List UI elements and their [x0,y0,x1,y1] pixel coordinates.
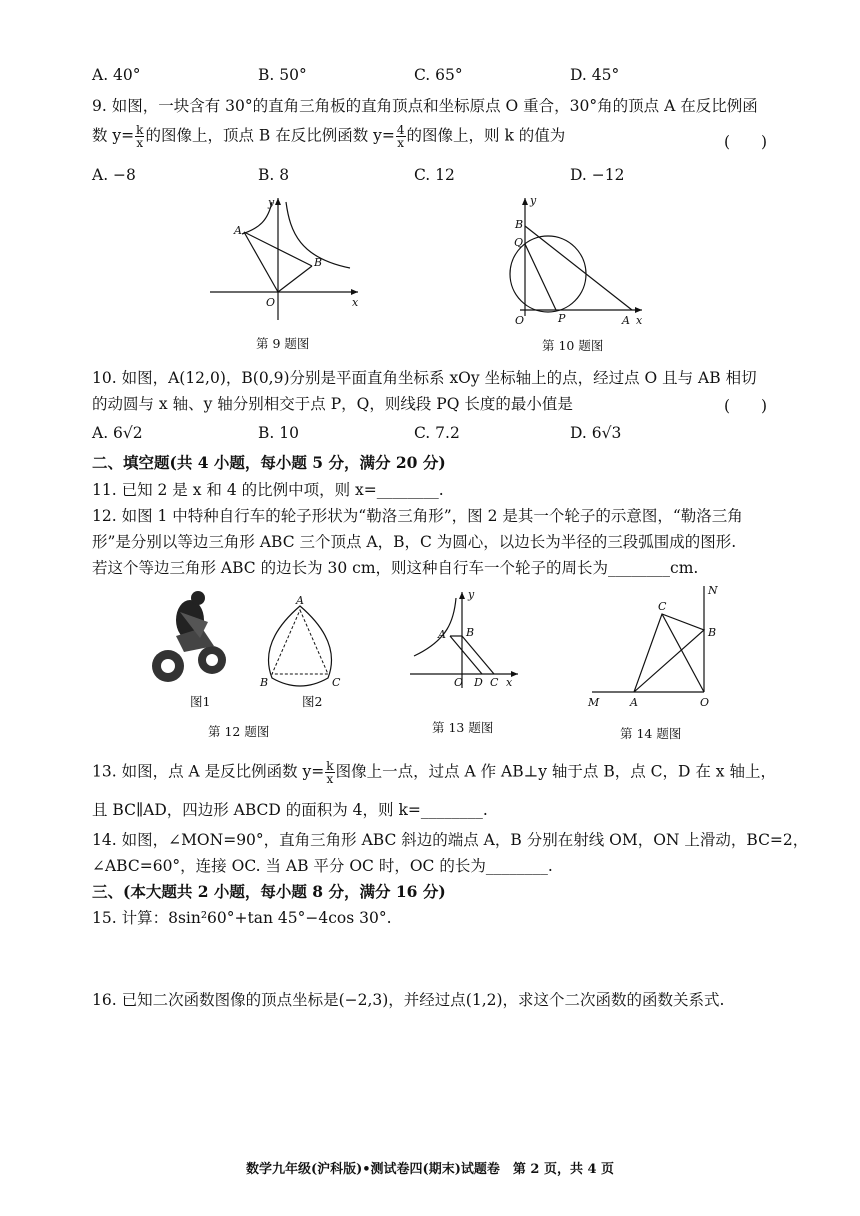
fig9-label-b: B [314,256,323,269]
q9-fraction-k [135,124,144,149]
q13-line1 [92,760,776,785]
fig10-label-b: B [515,218,524,231]
q13-frac-num: k [326,759,334,773]
fig12-sub2: 图2 [302,694,323,709]
q8-option-c: C. 65° [414,66,463,84]
fig12-sub1: 图1 [190,694,211,709]
q10-line2: 的动圆与 x 轴、y 轴分别相交于点 P，Q，则线段 PQ 长度的最小值是 [92,395,573,413]
page-footer: 数学九年级(沪科版)•测试卷四(期末)试题卷 第 2 页，共 4 页 [245,1162,615,1177]
q16-text: 16. 已知二次函数图像的顶点坐标是(−2,3)，并经过点(1,2)，求这个二次函数的函数关系式. [92,991,725,1009]
q14-line2: ∠ABC=60°，连接 OC. 当 AB 平分 OC 时，OC 的长为________. [92,857,553,875]
fig12-label-a: A [296,594,304,607]
fig10-label-a: A [622,314,630,327]
fig13-label-o: O [454,676,464,689]
fig13-label-b: B [466,626,475,639]
section-2-title: 二、填空题(共 4 小题，每小题 5 分，满分 20 分) [92,453,446,472]
fig13-label-a: A [438,628,446,641]
fig13-label-c: C [490,676,499,689]
q9-option-d: D. −12 [570,166,625,184]
q11-text: 11. 已知 2 是 x 和 4 的比例中项，则 x=________. [92,481,444,499]
fig12-label-b: B [260,676,269,689]
q9-line2-mid: 的图像上，顶点 B 在反比例函数 y= [145,126,395,145]
fig13-label-y: y [468,588,475,601]
bicycle-photo-icon [152,591,226,682]
q9-line2-post: 的图像上，则 k 的值为 [406,126,566,145]
q13-line2: 且 BC∥AD，四边形 ABCD 的面积为 4，则 k=________. [92,801,488,819]
q13-fraction-k [325,760,334,785]
q9-option-b: B. 8 [258,166,290,184]
q8-option-a: A. 40° [92,66,141,84]
q13-line1-pre: 13. 如图，点 A 是反比例函数 y= [92,762,325,781]
fig9-label-a: A [234,224,242,237]
figure-10 [500,192,650,327]
q12-line2: 形”是分别以等边三角形 ABC 三个顶点 A，B，C 为圆心，以边长为半径的三段弧围成的图形. [92,533,737,551]
fig13-label-x: x [506,676,513,689]
fig10-label-x: x [636,314,643,327]
q10-option-a: A. 6√2 [92,424,143,442]
q9-frac1-den: x [136,136,144,150]
q9-frac2-den: x [397,136,405,150]
q12-line3: 若这个等边三角形 ABC 的边长为 30 cm，则这种自行车一个轮子的周长为________cm. [92,559,699,577]
fig10-label-y: y [530,194,537,207]
q9-frac1-num: k [136,123,144,137]
fig9-label-o: O [266,296,276,309]
q9-option-a: A. −8 [92,166,136,184]
figure-13 [404,590,524,690]
fig9-label-x: x [352,296,359,309]
fig9-caption: 第 9 题图 [256,336,310,351]
fig14-label-o: O [700,696,710,709]
q8-option-b: B. 50° [258,66,307,84]
q10-option-d: D. 6√3 [570,424,622,442]
fig10-label-p: P [558,312,566,325]
q13-frac-den: x [326,772,334,786]
fig14-label-b: B [708,626,717,639]
fig14-caption: 第 14 题图 [620,726,682,741]
fig14-label-c: C [658,600,667,613]
q9-answer-bracket: ( ) [724,133,768,151]
fig14-label-n: N [708,584,718,597]
q9-line2 [92,124,565,149]
q10-option-c: C. 7.2 [414,424,460,442]
q15-text: 15. 计算：8sin²60°+tan 45°−4cos 30°. [92,909,392,927]
figure-9 [200,192,370,322]
fig13-label-d: D [474,676,483,689]
q13-line1-post: 图像上一点，过点 A 作 AB⊥y 轴于点 B，点 C，D 在 x 轴上， [335,762,776,781]
figure-12 [140,592,360,712]
q9-frac2-num: 4 [396,123,405,137]
fig14-label-m: M [588,696,600,709]
fig14-label-a: A [630,696,638,709]
section-3-title: 三、(本大题共 2 小题，每小题 8 分，满分 16 分) [92,882,446,901]
q9-line2-pre: 数 y= [92,126,135,145]
q10-answer-bracket: ( ) [724,397,768,415]
q9-option-c: C. 12 [414,166,455,184]
q14-line1: 14. 如图，∠MON=90°，直角三角形 ABC 斜边的端点 A，B 分别在射线 OM，ON 上滑动，BC=2， [92,831,809,849]
q10-line1: 10. 如图，A(12,0)，B(0,9)分别是平面直角坐标系 xOy 坐标轴上的点，经过点 O 且与 AB 相切 [92,369,757,387]
fig12-label-c: C [332,676,341,689]
q9-fraction-4 [396,124,406,149]
q12-line1: 12. 如图 1 中特种自行车的轮子形状为“勒洛三角形”，图 2 是其一个轮子的示意图，“勒洛三角 [92,507,743,525]
q9-line1: 9. 如图，一块含有 30°的直角三角板的直角顶点和坐标原点 O 重合，30°角的顶点 A 在反比例函 [92,97,758,115]
fig13-caption: 第 13 题图 [432,720,494,735]
q8-option-d: D. 45° [570,66,620,84]
fig12-caption: 第 12 题图 [208,724,270,739]
fig9-label-y: y [268,196,275,209]
fig10-label-o: O [515,314,525,327]
q10-option-b: B. 10 [258,424,299,442]
fig10-caption: 第 10 题图 [542,338,604,353]
fig10-label-q: Q [514,236,524,249]
figure-14 [584,584,724,708]
